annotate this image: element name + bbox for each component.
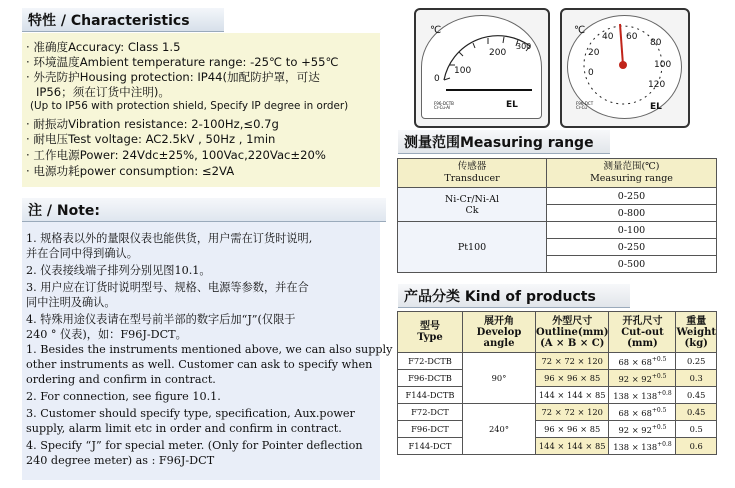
weight-cell: 0.5 xyxy=(676,421,717,438)
cutout-cell: $68 \times 68^{+0.5}$ xyxy=(609,353,676,370)
note-line: 同中注明及确认。 xyxy=(26,296,116,309)
char-consumption: · 电源功耗power consumption: ≤2VA xyxy=(26,164,235,178)
note-line: 1. 规格表以外的量限仪表也能供货，用户需在订货时说明, xyxy=(26,232,313,245)
cutout-cell: $68 \times 68^{+0.5}$ xyxy=(609,404,676,421)
cutout-cell: $138 \times 138^{+0.8}$ xyxy=(609,387,676,404)
table-row xyxy=(398,438,717,455)
meter-label: 40 xyxy=(602,32,614,42)
meter-brand: EL xyxy=(650,102,662,112)
header-range: 测量范围(℃) Measuring range xyxy=(547,159,717,188)
char-temperature: · 环境温度Ambient temperature range: -25℃ to +55℃ xyxy=(26,55,339,69)
header-outline: 外型尺寸 Outline(mm) (A × B × C) xyxy=(536,312,609,353)
outline-cell: 72 × 72 × 120 xyxy=(536,353,609,370)
table-row xyxy=(398,353,717,370)
type-cell: F96-DCTB xyxy=(398,370,463,387)
type-cell: F72-DCT xyxy=(398,404,463,421)
header-type: 型号 Type xyxy=(398,312,463,353)
range-cell: 0-100 xyxy=(547,222,717,239)
angle-cell: 90° xyxy=(463,353,536,404)
header-cutout: 开孔尺寸 Cut-out (mm) xyxy=(609,312,676,353)
note-box xyxy=(22,222,393,480)
note-line: 3. Customer should specify type, specification, Aux.power xyxy=(26,407,355,420)
meter-label: 0 xyxy=(588,68,594,78)
angle-cell: 240° xyxy=(463,404,536,455)
weight-cell: 0.45 xyxy=(676,387,717,404)
range-cell: 0-250 xyxy=(547,188,717,205)
note-line: other instruments as well. Customer can ask to specify when xyxy=(26,358,373,371)
char-housing-cont: IP56；须在订货中注明)。 xyxy=(36,85,171,99)
meter-label: 80 xyxy=(650,38,662,48)
products-title: 产品分类 Kind of products xyxy=(398,284,630,308)
outline-cell: 96 × 96 × 85 xyxy=(536,421,609,438)
note-line: 2. For connection, see figure 10.1. xyxy=(26,390,221,403)
products-table xyxy=(397,311,717,455)
note-line: ordering and confirm in contract. xyxy=(26,373,216,386)
weight-cell: 0.45 xyxy=(676,404,717,421)
char-voltage: · 耐电压Test voltage: AC2.5kV , 50Hz , 1min xyxy=(26,132,276,146)
measuring-title: 测量范围Measuring range xyxy=(398,130,610,154)
measuring-range-table xyxy=(397,158,717,273)
note-line: 2. 仪表接线端子排列分别见图10.1。 xyxy=(26,264,211,277)
note-line: 3. 用户应在订货时说明型号、规格、电源等参数，并在合 xyxy=(26,281,309,294)
char-power: · 工作电源Power: 24Vdc±25%, 100Vac,220Vac±20% xyxy=(26,148,326,162)
weight-cell: 0.3 xyxy=(676,370,717,387)
table-row xyxy=(398,370,717,387)
characteristics-title: 特性 / Characteristics xyxy=(22,8,224,32)
outline-cell: 72 × 72 × 120 xyxy=(536,404,609,421)
note-line: 并在合同中得到确认。 xyxy=(26,247,138,260)
char-housing-note: (Up to IP56 with protection shield, Specify IP degree in order) xyxy=(30,100,349,112)
outline-cell: 96 × 96 × 85 xyxy=(536,370,609,387)
range-cell: 0-800 xyxy=(547,205,717,222)
meter-unit: ℃ xyxy=(430,25,442,36)
note-title: 注 / Note: xyxy=(22,198,386,222)
weight-cell: 0.6 xyxy=(676,438,717,455)
outline-cell: 144 × 144 × 85 xyxy=(536,387,609,404)
note-line: 240 ° 仪表)，如：F96J-DCT。 xyxy=(26,328,187,341)
note-line: 240 degree meter) as : F96J-DCT xyxy=(26,454,215,467)
outline-cell: 144 × 144 × 85 xyxy=(536,438,609,455)
type-cell: F72-DCTB xyxy=(398,353,463,370)
meter-model: F96-DCT Cr-Cu xyxy=(576,101,594,110)
note-line: supply, alarm limit etc in order and confirm in contract. xyxy=(26,422,342,435)
table-row xyxy=(398,404,717,421)
type-cell: F144-DCT xyxy=(398,438,463,455)
cutout-cell: $92 \times 92^{+0.5}$ xyxy=(609,421,676,438)
header-angle: 展开角 Develop angle xyxy=(463,312,536,353)
meter-label: 60 xyxy=(626,32,638,42)
header-weight: 重量 Weight (kg) xyxy=(676,312,717,353)
meter-brand: EL xyxy=(506,100,518,110)
meter-label: 120 xyxy=(648,80,666,90)
char-accuracy: · 准确度Accuracy: Class 1.5 xyxy=(26,40,181,54)
weight-cell: 0.25 xyxy=(676,353,717,370)
meter-model: F96-DCTB Cr-Cu-Al xyxy=(434,101,454,110)
table-row xyxy=(398,387,717,404)
meter-label: 100 xyxy=(454,66,472,76)
char-housing: · 外壳防护Housing protection: IP44(加配防护罩，可达 xyxy=(26,70,320,84)
meter-image-dctb xyxy=(414,8,550,128)
note-line: 4. 特殊用途仪表请在型号前半部的数字后加“J”(仅限于 xyxy=(26,313,296,326)
characteristics-box xyxy=(22,33,380,187)
meter-label: 200 xyxy=(489,48,507,58)
meter-label: 0 xyxy=(434,74,440,84)
table-row xyxy=(398,421,717,438)
transducer-cell: Pt100 xyxy=(398,222,547,273)
note-line: 1. Besides the instruments mentioned above, we can also supply xyxy=(26,343,393,356)
meter-unit: ℃ xyxy=(574,25,586,36)
meter-label: 300 xyxy=(516,42,532,51)
cutout-cell: $92 \times 92^{+0.5}$ xyxy=(609,370,676,387)
range-cell: 0-500 xyxy=(547,256,717,273)
type-cell: F96-DCT xyxy=(398,421,463,438)
type-cell: F144-DCTB xyxy=(398,387,463,404)
header-transducer: 传感器 Transducer xyxy=(398,159,547,188)
note-line: 4. Specify “J” for special meter. (Only for Pointer deflection xyxy=(26,439,363,452)
meter-label: 100 xyxy=(654,60,672,70)
char-vibration: · 耐振动Vibration resistance: 2-100Hz,≤0.7g xyxy=(26,117,279,131)
range-cell: 0-250 xyxy=(547,239,717,256)
cutout-cell: $138 \times 138^{+0.8}$ xyxy=(609,438,676,455)
meter-image-dct xyxy=(560,8,690,128)
meter-label: 20 xyxy=(588,48,600,58)
transducer-cell: Ni-Cr/Ni-Al Ck xyxy=(398,188,547,222)
